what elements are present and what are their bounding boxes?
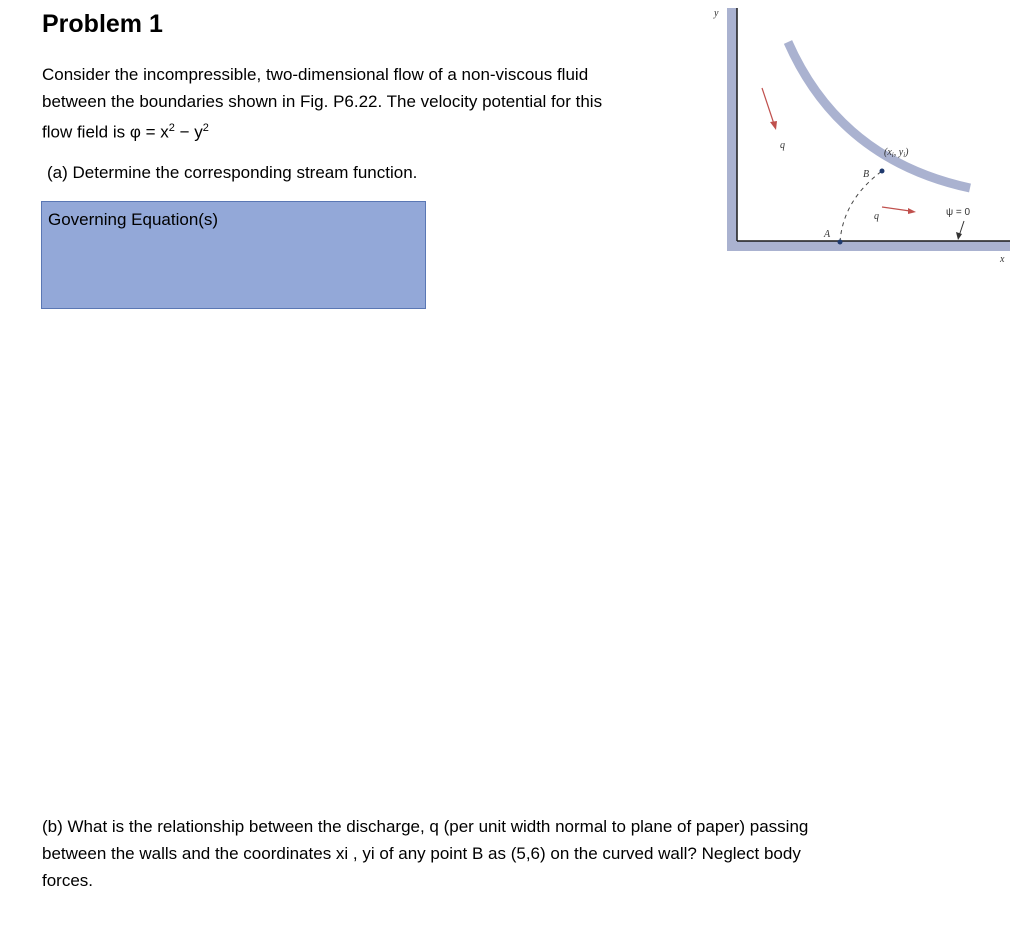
left-flow-arrow — [762, 88, 774, 124]
problem-title: Problem 1 — [42, 10, 163, 38]
coord-open: (x — [884, 147, 892, 158]
part-a-question: (a) Determine the corresponding stream function. — [47, 163, 418, 182]
statement-line-2: between the boundaries shown in Fig. P6.22. The velocity potential for this — [42, 92, 603, 111]
x-axis-label: x — [1000, 254, 1005, 265]
velocity-potential-mid: − y — [174, 122, 203, 142]
exponent-x: 2 — [168, 122, 175, 134]
coord-mid: , y — [893, 147, 904, 158]
velocity-potential-prefix: flow field is φ = x — [42, 122, 169, 142]
right-flow-arrow — [882, 207, 910, 211]
curved-wall — [788, 42, 970, 188]
statement-line-1: Consider the incompressible, two-dimensional flow of a non-viscous fluid — [42, 65, 589, 84]
problem-statement — [42, 61, 682, 146]
exponent-y: 2 — [202, 122, 209, 134]
psi-arrowhead — [956, 232, 962, 240]
part-b-line-1: (b) What is the relationship between the discharge, q (per unit width normal to plane of paper) passing — [42, 817, 809, 836]
right-arrowhead — [908, 208, 916, 214]
point-coordinates-label — [884, 147, 909, 159]
dashed-streamline — [840, 171, 882, 242]
point-b — [880, 169, 885, 174]
left-wall — [727, 8, 737, 248]
governing-equations-label: Governing Equation(s) — [48, 210, 219, 229]
statement-line-3 — [42, 115, 682, 146]
point-a-label: A — [824, 229, 831, 240]
coord-sub-x: i — [891, 151, 894, 159]
point-a — [838, 240, 843, 245]
y-axis-label: y — [714, 8, 719, 19]
part-b-line-3: forces. — [42, 871, 94, 890]
q-left-label: q — [780, 140, 785, 151]
coord-close: ) — [905, 147, 909, 158]
left-arrowhead — [770, 121, 777, 130]
flow-figure — [700, 0, 1020, 280]
governing-equations-box[interactable] — [41, 201, 426, 309]
q-right-label: q — [874, 211, 879, 222]
psi-zero-label: ψ = 0 — [946, 207, 971, 218]
coord-sub-y: i — [903, 151, 906, 159]
point-b-label: B — [863, 169, 870, 180]
part-b-question — [42, 813, 942, 894]
part-b-line-2: between the walls and the coordinates xi , yi of any point B as (5,6) on the curved wall? Neglect body — [42, 844, 801, 863]
bottom-wall — [727, 241, 1010, 251]
